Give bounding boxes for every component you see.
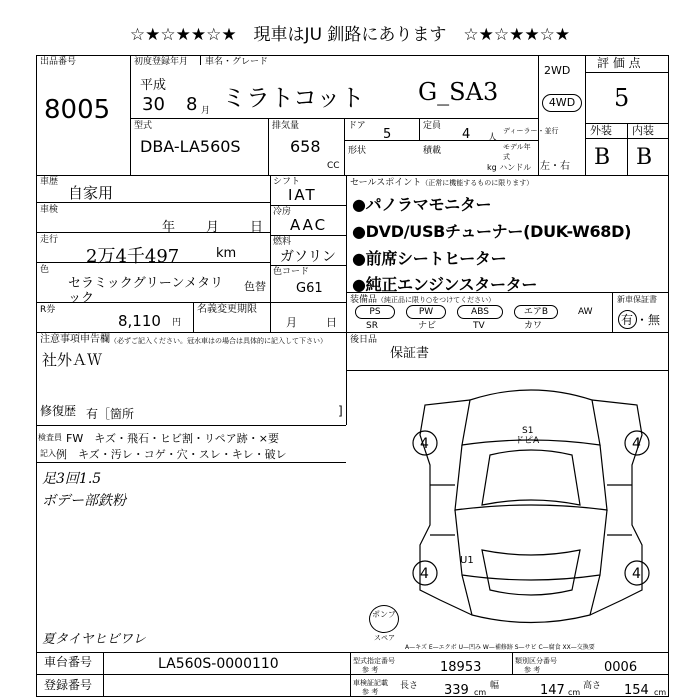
damage-legend: A—キズ E—エクボ U—凹み W—補修跡 S—サビ C—腐食 XX—交換要 bbox=[405, 644, 595, 651]
km-unit: km bbox=[216, 246, 237, 261]
ac-label: 冷房 bbox=[273, 207, 292, 217]
color-line1: セラミックグリーンメタリ bbox=[68, 276, 224, 291]
sales-point-1: ●パノラマモニター bbox=[352, 195, 492, 214]
equip-pw: PW bbox=[406, 305, 446, 319]
model-label: 型式 bbox=[134, 121, 153, 131]
notes-note: （必ずご記入ください。冠水車はの場合は具体的に記入して下さい） bbox=[110, 337, 327, 345]
width: 147 bbox=[540, 683, 565, 698]
equip-navi: ナビ bbox=[418, 321, 437, 331]
warranty-no: ・無 bbox=[636, 313, 661, 327]
ac: AAC bbox=[290, 216, 328, 234]
hand-note-2: ボデー部鉄粉 bbox=[42, 493, 126, 509]
shape-label: 形状 bbox=[348, 146, 367, 156]
mileage: 2万4千497 bbox=[86, 246, 180, 267]
sales-point-title: セールスポイント bbox=[350, 178, 422, 188]
first-reg-label: 初度登録年月 bbox=[134, 57, 189, 67]
first-reg-month: 8 bbox=[186, 94, 198, 115]
loading-label: 積載 bbox=[423, 146, 442, 156]
drive-4wd: 4WD bbox=[542, 94, 582, 112]
inspection-day-unit: 日 bbox=[250, 220, 264, 235]
sales-point-3: ●前席シートヒーター bbox=[352, 249, 507, 268]
equip-airbag: エアB bbox=[514, 305, 558, 319]
fuel: ガソリン bbox=[280, 249, 336, 265]
type-no-sub: 参 考 bbox=[362, 666, 379, 674]
diagram-s1: S1 bbox=[522, 426, 534, 436]
inspection-year-unit: 年 bbox=[162, 220, 176, 235]
cc-unit: CC bbox=[327, 161, 340, 171]
warranty-yes: 有 bbox=[621, 313, 634, 327]
lot-number: 8005 bbox=[44, 95, 111, 125]
shift: IAT bbox=[288, 186, 317, 204]
len-cm: cm bbox=[474, 688, 487, 697]
check-label1: 検査員 bbox=[38, 433, 62, 442]
capacity-label: 定員 bbox=[423, 121, 442, 131]
sales-point-2: ●DVD/USBチューナー(DUK-W68D) bbox=[352, 222, 632, 241]
diagram-u1: U1 bbox=[460, 555, 474, 566]
header-banner: ☆★☆★★☆★ 現車はJU 釧路にあります ☆★☆★★☆★ bbox=[129, 25, 571, 45]
height-label: 高さ bbox=[583, 681, 602, 691]
dim-label: 車検証記載 bbox=[353, 679, 388, 687]
doors-label: ドア bbox=[348, 121, 366, 131]
interior-label: 内装 bbox=[632, 124, 654, 137]
notes-label: 注意事項申告欄 bbox=[40, 334, 110, 345]
check-line1: FW キズ・飛石・ヒビ割・リペア跡・×要 bbox=[66, 432, 279, 445]
model: DBA-LA560S bbox=[140, 137, 241, 156]
fuel-label: 燃料 bbox=[273, 237, 292, 247]
recycle-label: R券 bbox=[40, 305, 56, 315]
class-sub: 参 考 bbox=[524, 666, 541, 674]
yen-unit: 円 bbox=[172, 318, 182, 328]
spare-label: ポンプ bbox=[372, 610, 396, 619]
diagram-s1b: ドピA bbox=[515, 436, 540, 446]
hand-note-1: 足3回1.5 bbox=[42, 471, 102, 487]
inspection-month-unit: 月 bbox=[206, 220, 220, 235]
length: 339 bbox=[444, 683, 469, 698]
attached: 保証書 bbox=[390, 346, 430, 361]
car-name: ミラトコット bbox=[222, 84, 365, 112]
tire-fr: 4 bbox=[632, 436, 641, 452]
equip-leather: カワ bbox=[524, 321, 543, 331]
spare-sub: スペア bbox=[374, 634, 395, 642]
exterior-grade: B bbox=[594, 145, 611, 170]
lot-label: 出品番号 bbox=[40, 57, 77, 67]
handle-lr: 左・右 bbox=[540, 161, 570, 172]
score-label: 評 価 点 bbox=[597, 56, 641, 70]
color-label: 色 bbox=[40, 265, 50, 275]
class-no: 0006 bbox=[604, 660, 638, 675]
sales-point-4: ●純正エンジンスターター bbox=[352, 275, 538, 294]
interior-grade: B bbox=[636, 145, 653, 170]
score: 5 bbox=[614, 84, 630, 112]
equip-abs: ABS bbox=[457, 305, 503, 319]
sales-point-note: （正常に機能するものに限ります） bbox=[421, 179, 534, 187]
doors: 5 bbox=[383, 127, 392, 142]
equipment-label bbox=[350, 295, 495, 305]
first-reg-year: 30 bbox=[142, 94, 165, 115]
type-no-label: 型式指定番号 bbox=[353, 657, 395, 665]
inspection-label: 車検 bbox=[40, 205, 59, 215]
equipment-title: 装備品 bbox=[350, 295, 378, 305]
recycle: 8,110 bbox=[118, 312, 161, 330]
check-line2: 例 キズ・汚レ・コゲ・穴・スレ・キレ・破レ bbox=[56, 448, 287, 461]
width-label: 幅 bbox=[490, 681, 500, 691]
car-type: 自家用 bbox=[68, 184, 114, 202]
color-change-label: 色替 bbox=[244, 280, 266, 293]
notes-text: 社外ＡＷ bbox=[42, 351, 103, 369]
hand-note-3: 夏タイヤヒビワレ bbox=[42, 632, 146, 647]
repair-unit: 箇所 bbox=[110, 407, 135, 421]
car-grade: G_SA3 bbox=[418, 78, 499, 106]
check-label2: 記入 bbox=[40, 449, 56, 458]
shift-label: シフト bbox=[273, 177, 301, 187]
class-label: 類別区分番号 bbox=[515, 657, 557, 665]
name-grade-label: 車名・グレード bbox=[205, 57, 269, 67]
dim-sub: 参 考 bbox=[362, 688, 379, 696]
repair-value: 有［ bbox=[86, 407, 111, 421]
month-unit: 月 bbox=[201, 106, 211, 116]
car-diagram bbox=[400, 375, 662, 640]
person-unit: 人 bbox=[488, 133, 498, 143]
name-change-label: 名義変更期限 bbox=[197, 304, 257, 315]
color-code: G61 bbox=[296, 281, 323, 296]
repair-label: 修復歴 bbox=[40, 404, 77, 418]
kg-handle: kg ハンドル bbox=[487, 163, 532, 172]
height: 154 bbox=[624, 683, 649, 698]
equip-aw: AW bbox=[578, 307, 593, 317]
height-cm: cm bbox=[654, 688, 667, 697]
dealer-label: ディーラー・並行 bbox=[503, 127, 559, 135]
sales-point-label bbox=[350, 178, 533, 188]
name-change-day: 日 bbox=[326, 316, 337, 329]
len-label: 長さ bbox=[400, 681, 419, 691]
equipment-note: （純正品に限り○をつけてください） bbox=[377, 296, 496, 304]
type-no: 18953 bbox=[440, 660, 482, 675]
era: 平成 bbox=[140, 78, 167, 93]
equip-tv: TV bbox=[473, 321, 485, 331]
color-code-label: 色コード bbox=[273, 267, 310, 277]
attached-label: 後日品 bbox=[350, 335, 378, 345]
equip-ps: PS bbox=[355, 305, 395, 319]
tire-rl: 4 bbox=[420, 566, 429, 582]
tire-rr: 4 bbox=[632, 566, 641, 582]
mileage-label: 走行 bbox=[40, 235, 59, 245]
name-change-month: 月 bbox=[286, 316, 297, 329]
tire-fl: 4 bbox=[420, 436, 429, 452]
displacement-label: 排気量 bbox=[272, 121, 300, 131]
reg-label: 登録番号 bbox=[44, 678, 93, 692]
chassis-label: 車台番号 bbox=[44, 655, 93, 669]
car-type-label: 車歴 bbox=[40, 177, 59, 187]
width-cm: cm bbox=[568, 688, 581, 697]
capacity: 4 bbox=[462, 127, 471, 142]
equip-sr: SR bbox=[366, 321, 378, 331]
drive-2wd: 2WD bbox=[544, 64, 571, 77]
warranty-label: 新車保証書 bbox=[617, 295, 657, 304]
exterior-label: 外装 bbox=[590, 124, 612, 137]
displacement: 658 bbox=[290, 137, 321, 156]
chassis: LA560S-0000110 bbox=[158, 656, 279, 672]
model-year-label: モデル年式 bbox=[503, 143, 531, 161]
color-line2: ック bbox=[68, 291, 95, 306]
